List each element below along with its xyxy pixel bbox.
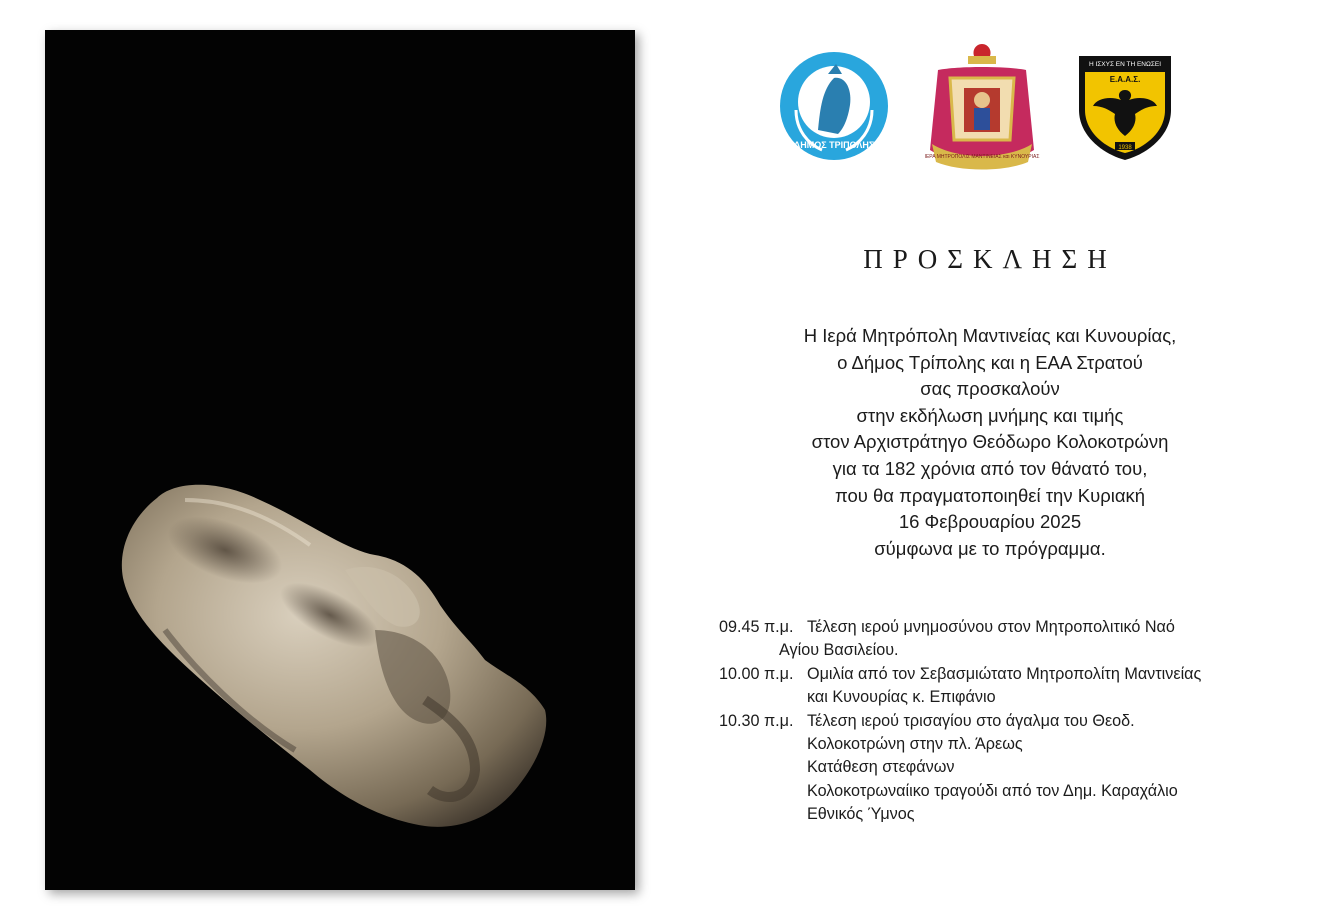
eaas-motto-text: Η ΙΣΧΥΣ ΕΝ ΤΗ ΕΝΩΣΕΙ [1088, 61, 1162, 68]
death-mask-photo [45, 30, 635, 890]
program-text: Κατάθεση στεφάνων [807, 758, 955, 777]
program-text: Τέλεση ιερού μνημοσύνου στον Μητροπολιτικό Ναό [807, 618, 1175, 636]
invitation-title: ΠΡΟΣΚΛΗΣΗ [863, 244, 1117, 274]
program-text: Κολοκοτρωναίικο τραγούδι από τον Δημ. Καραχάλιο [807, 781, 1178, 800]
program-text: Αγίου Βασιλείου. [779, 641, 899, 660]
program-item [719, 616, 1299, 663]
program-item [719, 710, 1299, 827]
metropolis-crest-logo [918, 40, 1046, 170]
invitation-line: σας προσκαλούν [920, 378, 1060, 400]
invitation-line: στον Αρχιστράτηγο Θεόδωρο Κολοκοτρώνη [811, 431, 1169, 453]
invitation-line: για τα 182 χρόνια από τον θάνατό του, [832, 457, 1148, 479]
eaas-title-text: Ε.Α.Α.Σ. [1109, 75, 1141, 84]
metropolis-crest-icon [918, 40, 1046, 170]
invitation-line: στην εκδήλωση μνήμης και τιμής [856, 404, 1124, 426]
program-text: Ομιλία από τον Σεβασμιώτατο Μητροπολίτη Μαντινείας [807, 664, 1202, 683]
program-text: Εθνικός Ύμνος [807, 805, 915, 824]
invitation-body [690, 323, 1290, 562]
program-item [719, 663, 1299, 710]
logo-row [770, 40, 1190, 170]
invitation-line: Η Ιερά Μητρόπολη Μαντινείας και Κυνουρίας, [803, 325, 1177, 346]
invitation-line: που θα πραγματοποιηθεί την Κυριακή [834, 484, 1146, 506]
event-program [719, 616, 1299, 827]
invitation-line: σύμφωνα με το πρόγραμμα. [874, 537, 1106, 559]
invitation-line: ο Δήμος Τρίπολης και η ΕΑΑ Στρατού [837, 351, 1143, 373]
program-time: 10.30 π.μ. [719, 711, 794, 730]
program-time: 10.00 π.μ. [719, 664, 794, 683]
program-text: Τέλεση ιερού τρισαγίου στο άγαλμα του Θεοδ. [807, 711, 1135, 730]
tripoli-emblem-icon [778, 50, 890, 162]
death-mask-illustration [45, 30, 635, 890]
program-time: 09.45 π.μ. [719, 618, 794, 636]
invitation-line: 16 Φεβρουαρίου 2025 [898, 511, 1082, 533]
tripoli-municipality-logo [778, 50, 890, 162]
metropolis-logo-text: ΙΕΡΑ ΜΗΤΡΟΠΟΛΙΣ ΜΑΝΤΙΝΕΙΑΣ και ΚΥΝΟΥΡΙΑΣ [924, 154, 1040, 160]
eaas-shield-logo [1075, 50, 1175, 162]
tripoli-logo-text: ΔΗΜΟΣ ΤΡΙΠΟΛΗΣ [793, 140, 875, 150]
program-text: και Κυνουρίας κ. Επιφάνιο [807, 688, 996, 707]
eaas-year-text: 1938 [1118, 145, 1132, 151]
eaas-shield-icon [1075, 50, 1175, 162]
program-text: Κολοκοτρώνη στην πλ. Άρεως [807, 735, 1023, 754]
